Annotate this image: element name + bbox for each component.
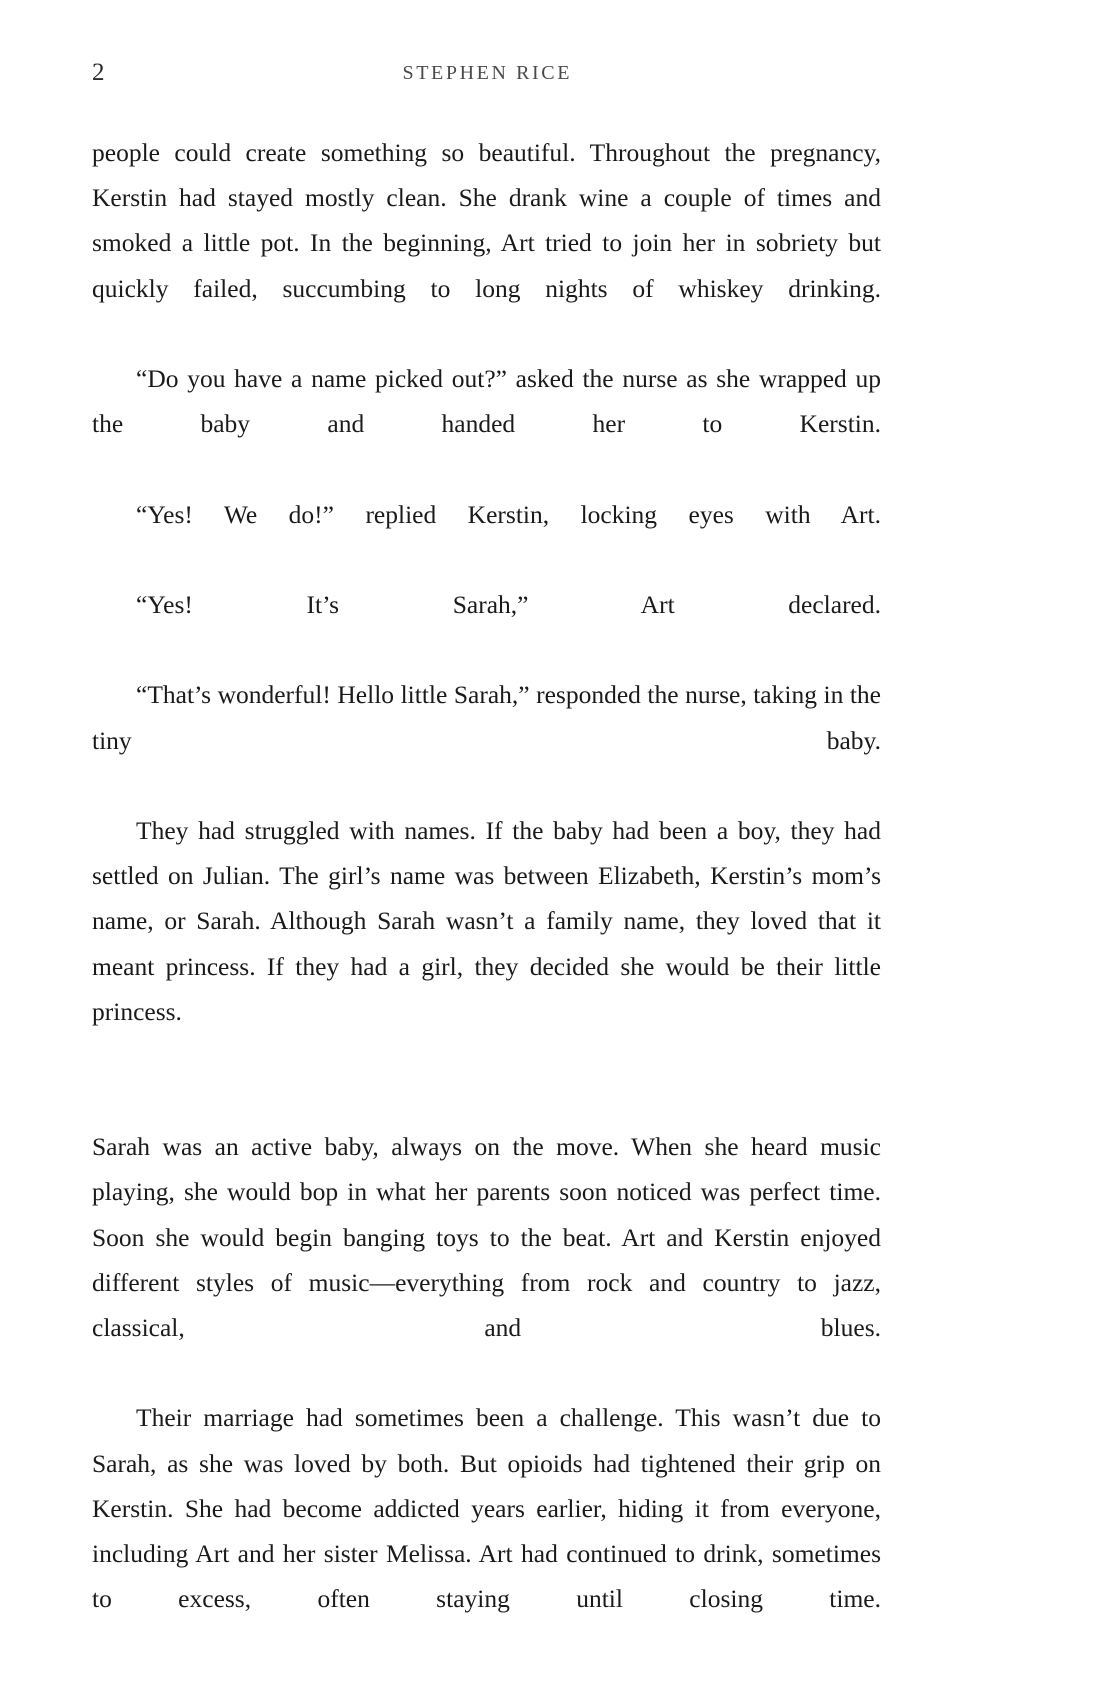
section-break [92,1079,881,1124]
paragraph: “That’s wonderful! Hello little Sarah,” responded the nurse, taking in the tiny baby. [92,680,881,755]
paragraph: people could create something so beautiful. Throughout the pregnancy, Kerstin had stayed mostly clean. She drank wine a couple of times and smoked a little pot. In the beginning, Art tried to join her in sobriety but quickly failed, succumbing to long nights of whiskey drinking. [92,138,881,303]
running-head-author: STEPHEN RICE [402,62,573,84]
paragraph: “Yes! We do!” replied Kerstin, locking eyes with Art. [136,499,881,529]
paragraph: “Do you have a name picked out?” asked the nurse as she wrapped up the baby and handed her to Kerstin. [92,364,881,439]
running-head [92,56,880,90]
paragraph: Sarah was an active baby, always on the move. When she heard music playing, she would bop in what her parents soon noticed was perfect time. Soon she would begin banging toys to the beat. Art and Kerstin enjoyed different styles of music—everything from rock and country to jazz, classical, and blues. [92,1132,881,1343]
paragraph: “Yes! It’s Sarah,” Art declared. [136,590,881,620]
paragraph: Their marriage had sometimes been a challenge. This wasn’t due to Sarah, as she was loved by both. But opioids had tightened their grip on Kerstin. She had become addicted years earlier, hiding it from everyone, including Art and her sister Melissa. Art had continued to drink, sometimes to excess, often staying until closing time. [92,1403,881,1614]
body-text-block [92,130,881,1667]
paragraph: They had struggled with names. If the baby had been a boy, they had settled on Julian. The girl’s name was between Elizabeth, Kerstin’s mom’s name, or Sarah. Although Sarah wasn’t a family name, they loved that it meant princess. If they had a girl, they decided she would be their little princess. [92,816,881,1026]
page-number: 2 [92,59,105,86]
